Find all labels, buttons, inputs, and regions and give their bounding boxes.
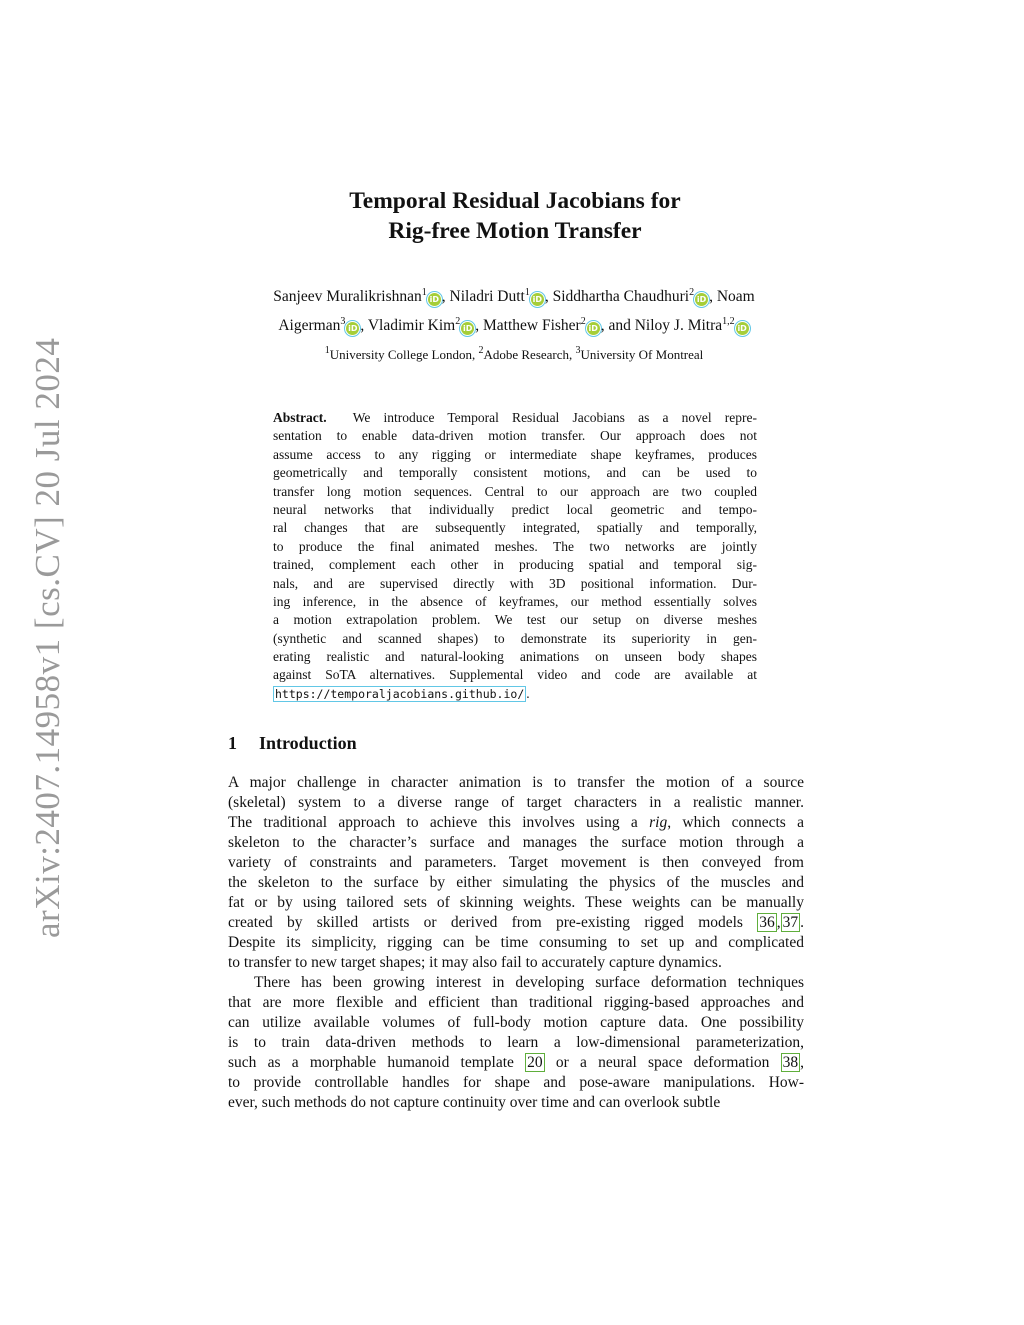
emphasis-rig: rig — [649, 814, 668, 831]
affiliation: Adobe Research, — [483, 347, 576, 362]
abstract-line: neural networks that individually predict local geometric and tempo- — [273, 501, 757, 517]
body-line: the skeleton to the surface by either simulating the physics of the muscles and — [228, 874, 804, 891]
project-url-link[interactable]: https://temporaljacobians.github.io/ — [275, 686, 525, 701]
paper-title — [230, 186, 800, 246]
author-affil-sup: 2 — [455, 316, 461, 327]
citation-link[interactable]: 38 — [782, 1054, 799, 1071]
author-affil-sup: 2 — [689, 287, 695, 298]
section-title: Introduction — [259, 733, 357, 753]
body-line: ever, such methods do not capture continuity over time and can overlook subtle — [228, 1094, 721, 1111]
author-name: Niloy J. Mitra — [634, 317, 723, 334]
author-separator: , — [709, 288, 717, 305]
body-line: is to train data-driven methods to learn a low-dimensional parameterization, — [228, 1034, 804, 1051]
affiliation: University College London, — [329, 347, 479, 362]
author-affil-sup: 3 — [340, 316, 346, 327]
body-line: skeleton to the character’s surface and manages the surface motion through a — [228, 834, 804, 851]
author-affil-sup: 1,2 — [722, 316, 735, 327]
body-text-span: , which connects a — [667, 814, 804, 831]
author-name: Niladri Dutt — [449, 288, 525, 305]
abstract-line: a motion extrapolation problem. We test our setup on diverse meshes — [273, 612, 757, 628]
citation-link[interactable]: 20 — [527, 1054, 543, 1071]
author-separator: , and — [600, 317, 635, 334]
abstract-line: ing inference, in the absence of keyframes, our method essentially solves — [273, 593, 757, 609]
author-name: Siddhartha Chaudhuri — [552, 288, 690, 305]
abstract-line: trained, complement each other in producing spatial and temporal sig- — [273, 557, 757, 573]
affiliation: University Of Montreal — [580, 347, 704, 362]
author-affil-sup: 1 — [524, 287, 530, 298]
abstract-line — [273, 685, 757, 703]
abstract-line: assume access to any rigging or intermediate shape keyframes, produces — [273, 446, 757, 462]
abstract-line: geometrically and temporally consistent motions, and can be used to — [273, 465, 757, 481]
author-name: Vladimir Kim — [367, 317, 456, 334]
body-line: (skeletal) system to a diverse range of target characters in a realistic manner. — [228, 794, 804, 811]
author-name: Sanjeev Muralikrishnan — [273, 288, 422, 305]
abstract-line: erating realistic and natural-looking animations on unseen body shapes — [273, 649, 757, 665]
title-line-1: Temporal Residual Jacobians for — [349, 188, 681, 214]
abstract-period: . — [526, 685, 530, 701]
citation-link[interactable]: 37 — [782, 914, 799, 931]
body-line: can utilize available volumes of full-body motion capture data. One possibility — [228, 1014, 804, 1031]
orcid-icon[interactable]: iD — [588, 324, 598, 333]
abstract-line: sentation to enable data-driven motion transfer. Our approach does not — [273, 428, 757, 444]
affiliations — [224, 347, 804, 363]
author-line-1 — [224, 282, 804, 311]
orcid-icon[interactable]: iD — [429, 295, 439, 304]
body-text-span: created by skilled artists or derived from pre-existing rigged models — [228, 914, 743, 931]
body-line: to provide controllable handles for shape and pose-aware manipulations. How- — [228, 1074, 804, 1091]
body-text-span: or a neural space deformation — [555, 1054, 770, 1071]
section-heading — [228, 733, 357, 754]
author-separator: , — [544, 288, 553, 305]
author-list — [224, 282, 804, 340]
body-text — [228, 773, 804, 1113]
body-text-span: such as a morphable humanoid template — [228, 1054, 514, 1071]
abstract — [273, 409, 757, 703]
author-line-2 — [224, 311, 804, 340]
body-line: There has been growing interest in developing surface deformation techniques — [254, 974, 804, 991]
body-line: created by skilled artists or derived from pre-existing rigged models 36 , 37 . — [228, 914, 804, 931]
body-line: that are more flexible and efficient than traditional rigging-based approaches and — [228, 994, 804, 1011]
orcid-icon[interactable]: iD — [348, 324, 358, 333]
abstract-line: nals, and are supervised directly with 3D positional information. Dur- — [273, 575, 757, 591]
affil-sup: 2 — [478, 345, 484, 356]
body-line: Despite its simplicity, rigging can be time consuming to set up and complicated — [228, 934, 804, 951]
body-text-span: The traditional approach to achieve this involves using a — [228, 814, 638, 831]
orcid-icon[interactable]: iD — [737, 324, 747, 333]
author-separator: , — [441, 288, 450, 305]
author-name: Noam — [716, 288, 755, 305]
abstract-line: against SoTA alternatives. Supplemental video and code are available at — [273, 667, 757, 683]
section-number: 1 — [228, 733, 237, 753]
abstract-label: Abstract. — [273, 410, 327, 425]
body-line: fat or by using tailored sets of skinning weights. These weights can be manually — [228, 894, 804, 911]
citation-link[interactable]: 36 — [759, 914, 775, 931]
orcid-icon[interactable]: iD — [696, 295, 707, 304]
body-line: A major challenge in character animation is to transfer the motion of a source — [228, 774, 804, 791]
body-line: such as a morphable humanoid template 20 or a neural space deformation 38 , — [228, 1054, 805, 1071]
body-line: variety of constraints and parameters. Target movement is then conveyed from — [228, 854, 804, 871]
author-affil-sup: 2 — [580, 316, 586, 327]
author-name: Matthew Fisher — [482, 317, 581, 334]
orcid-icon[interactable]: iD — [463, 324, 473, 333]
author-name: Aigerman — [278, 317, 341, 334]
abstract-line: to produce the final animated meshes. The two networks are jointly — [273, 538, 757, 554]
orcid-icon[interactable]: iD — [532, 295, 543, 304]
body-line: to transfer to new target shapes; it may also fail to accurately capture dynamics. — [228, 954, 722, 971]
arxiv-identifier: arXiv:2407.14958v1 [cs.CV] 20 Jul 2024 — [28, 337, 67, 938]
title-line-2: Rig-free Motion Transfer — [388, 218, 642, 244]
abstract-text: We introduce Temporal Residual Jacobians as a novel repre- — [352, 410, 757, 425]
affil-sup: 3 — [575, 345, 581, 356]
abstract-line: (synthetic and scanned shapes) to demonstrate its superiority in gen- — [273, 630, 757, 646]
abstract-line: transfer long motion sequences. Central to our approach are two coupled — [273, 483, 757, 499]
body-line — [228, 813, 804, 833]
abstract-line — [273, 409, 757, 427]
author-affil-sup: 1 — [421, 287, 427, 298]
affil-sup: 1 — [324, 345, 330, 356]
author-separator: , — [475, 317, 483, 334]
author-separator: , — [360, 317, 368, 334]
abstract-line: ral changes that are subsequently integrated, spatially and temporally, — [273, 520, 757, 536]
